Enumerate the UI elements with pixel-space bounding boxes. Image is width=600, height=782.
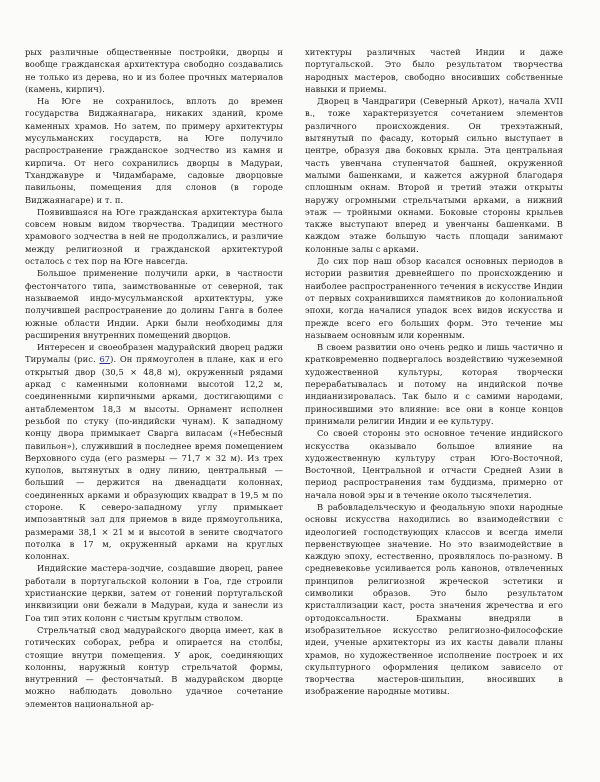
left-text-column — [25, 46, 283, 710]
paragraph-text: Интересен и своеобразен мадурайский дворец раджи Тирумалы (рис. — [25, 342, 283, 365]
figure-reference-link[interactable]: 67 — [99, 354, 111, 365]
paragraph: В рабовладельческую и феодальную эпохи народные основы искусства находились во взаимодействии с идеологией господствующих классов и всегда имели первенствующее значение. Но это взаимодействие в каждую эпоху, естественно, проявлялось по-разному. В средневековье усиливается роль канонов, отвлеченных принципов религиозной жреческой эстетики и символики образов. Это было результатом кристаллизации каст, роста значения жречества и его ортодоксальности. Брахманы внедряли в изобразительное искусство религиозно-философские идеи, ученые архитекторы из их касты давали планы храмов, но художественное исполнение построек и их скульптурного оформления целиком зависело от творчества мастеров-шильпин, вносивших в изображение народные мотивы. — [305, 501, 563, 697]
paragraph: На Юге не сохранилось, вплоть до времен государства Виджаянагара, никаких зданий, кроме каменных храмов. Но затем, по примеру архитектуры мусульманских государств, на Юге получило распространение гражданское зодчество из камня и кирпича. От него сохранились дворцы в Мадураи, Тханджавуре и Чидамбараме, садовые дворцовые павильоны, помещения для слонов (в городе Виджаянагаре) и т. п. — [25, 96, 283, 205]
paragraph: Со своей стороны это основное течение индийского искусства оказывало большое влияние на художественную культуру стран Юго-Восточной, Восточной, Центральной и отчасти Средней Азии в период распространения там буддизма, примерно от начала новой эры и в течение около тысячелетия. — [305, 428, 563, 500]
paragraph: рых различные общественные постройки, дворцы и вообще гражданская архитектура свободно создавались не только из дерева, но и из более прочных материалов (камень, кирпич). — [25, 47, 283, 94]
paragraph: Появившаяся на Юге гражданская архитектура была совсем новым видом творчества. Традиции местного храмового зодчества в ней не продолжались, и различие между религиозной и гражданской архитектурой осталось с тех пор на Юге навсегда. — [25, 206, 283, 267]
right-text-column — [305, 46, 563, 698]
paragraph: хитектуры различных частей Индии и даже португальской. Это было результатом творчества народных мастеров, свободно вносивших собственные навыки и приемы. — [305, 47, 563, 94]
paragraph-text: ). Он прямоуголен в плане, как и его открытый двор (30,5 × 48,8 м), окруженный рядами аркад с каменными колоннами высотой 12,2 м, соединенными кирпичными арками, достигающими с антаблементом 18,3 м высоты. Орнамент исполнен резьбой по стуку (по-индийски чунам). К западному концу двора примыкает Сварга виласам («Небесный павильон»), служивший в последнее время помещением Верховного суда (его размеры — 71,7 × 32 м). Из трех куполов, вытянутых в одну линию, центральный — больший — держится на двенадцати колоннах, соединенных арками и образующих квадрат в 19,5 м по стороне. К северо-западному углу примыкает импозантный зал для приемов в виде прямоугольника, размерами 38,1 × 21 м и высотой в зените сводчатого потолка в 17 м, окруженный арками на круглых колоннах. — [25, 354, 283, 562]
paragraph: В своем развитии оно очень редко и лишь частично и кратковременно подвергалось воздействию чужеземной художественной культуры, которая творчески перерабатывалась и потому на индийской почве индианизировалась. Так было и с самими народами, приносившими это влияние: все они в конце концов принимали религии Индии и ее культуру. — [305, 342, 563, 426]
paragraph: Стрельчатый свод мадурайского дворца имеет, как в готических соборах, ребра и опирается на столбы, стоящие внутри помещения. У арок, соединяющих колонны, наружный контур стрельчатой формы, внутренний — фестончатый. В мадурайском дворце можно наблюдать довольно удачное сочетание элементов национальной ар- — [25, 624, 283, 709]
paragraph: Большое применение получили арки, в частности фестончатого типа, заимствованные от северной, так называемой индо-мусульманской архитектуры, уже получившей распространение до долины Ганга в более южные области Индии. Арки были необходимы для расширения внутренних помещений дворцов. — [25, 268, 283, 340]
paragraph — [25, 341, 283, 562]
paragraph: До сих пор наш обзор касался основных периодов в истории развития древнейшего по происхождению и наиболее распространенного течения в искусстве Индии от первых сохранившихся памятников до колониальной эпохи, когда началися упадок всех видов искусства и прежде всего его больших форм. Это течение мы называем основным или коренным. — [305, 256, 563, 340]
paragraph: Индийские мастера-зодчие, создавшие дворец, ранее работали в португальской колонии в Гоа, где строили христианские церкви, затем от гонений португальской инквизиции они бежали в Мадураи, куда и занесли из Гоа тип этих колонн с чистым круглым стволом. — [25, 563, 283, 623]
paragraph: Дворец в Чандрагири (Северный Аркот), начала XVII в., тоже характеризуется сочетанием элементов различного происхождения. Он трехэтажный, вытянутый по фасаду, который сильно выступает в центре, образуя два боковых крыла. Эта центральная часть увенчана ступенчатой башней, окруженной малыми башенками, и кажется ажурной благодаря сплошным окнам. Второй и третий этажи открыты наружу огромными стрельчатыми арками, а нижний этаж — тройными окнами. Боковые стороны крыльев также выступают вперед и увенчаны башенками. В каждом этаже большую часть площади занимают колонные залы с арками. — [305, 96, 563, 254]
